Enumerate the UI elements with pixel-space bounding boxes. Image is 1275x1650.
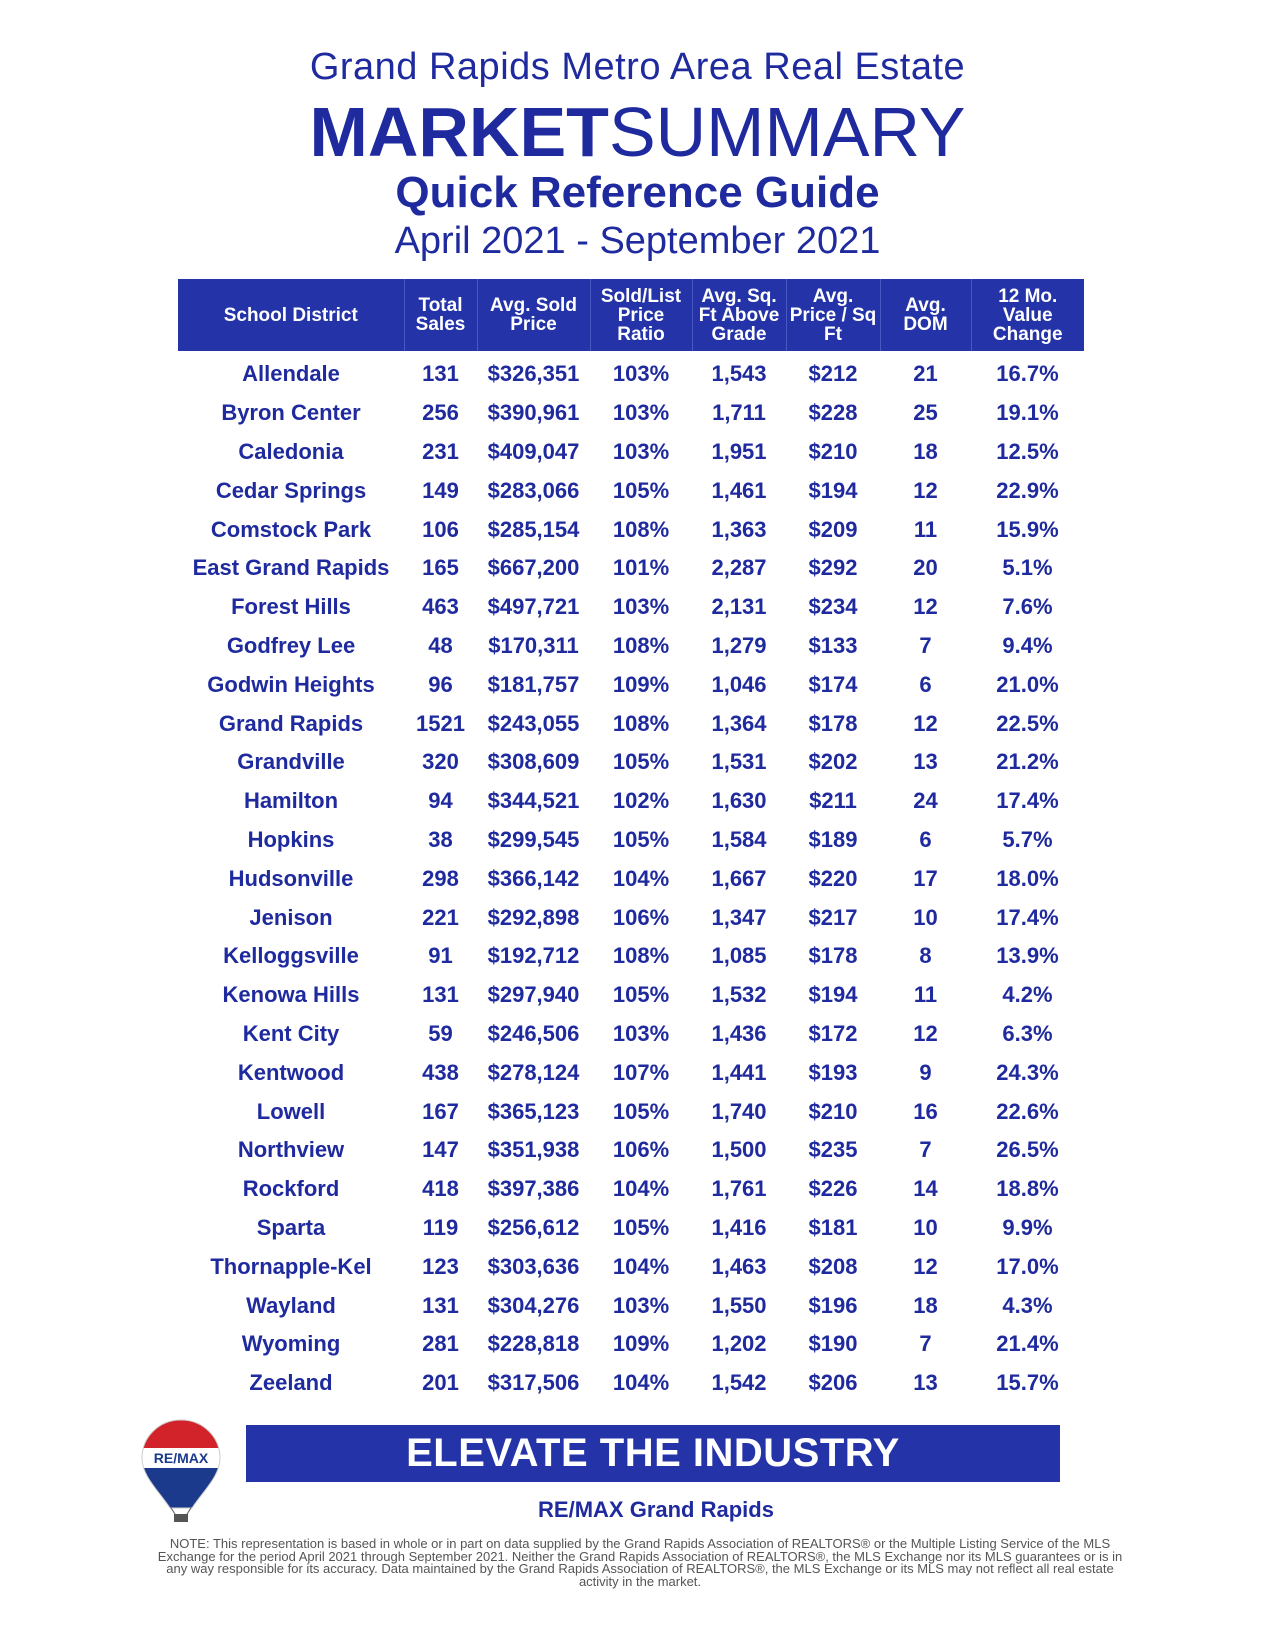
table-cell: 1,416 — [711, 1214, 767, 1240]
table-cell: $351,938 — [487, 1137, 580, 1163]
district-name-cell: Godfrey Lee — [226, 632, 356, 658]
table-row — [178, 394, 1084, 433]
table-cell: 1,584 — [711, 826, 767, 852]
table-cell: $292 — [808, 555, 858, 581]
table-row — [178, 433, 1084, 472]
table-row — [178, 1286, 1084, 1325]
district-name-cell: Sparta — [256, 1214, 326, 1240]
table-cell: $170,311 — [488, 632, 579, 658]
table-cell: 9 — [919, 1059, 932, 1085]
district-name-cell: Grand Rapids — [218, 710, 364, 736]
table-cell: $317,506 — [487, 1370, 580, 1396]
table-row — [178, 1170, 1084, 1209]
table-cell: $297,940 — [487, 982, 580, 1008]
table-cell: 1,463 — [711, 1253, 767, 1279]
table-cell: 17 — [913, 865, 938, 891]
table-cell: 123 — [422, 1253, 459, 1279]
table-cell: 17.0% — [996, 1253, 1059, 1279]
table-cell: $278,124 — [487, 1059, 580, 1085]
column-header: Avg. Price / Sq Ft — [786, 279, 880, 351]
table-cell: $390,961 — [487, 400, 580, 426]
table-cell: $190 — [808, 1331, 858, 1357]
district-name-cell: Zeeland — [249, 1370, 333, 1396]
table-cell: 131 — [422, 361, 459, 387]
district-name-cell: Byron Center — [221, 400, 361, 426]
title-market: MARKET — [309, 93, 609, 171]
table-cell: 22.9% — [996, 477, 1059, 503]
table-row — [178, 1209, 1084, 1248]
table-cell: 4.2% — [1002, 982, 1053, 1008]
table-cell: 9.9% — [1002, 1214, 1053, 1240]
table-cell: $228,818 — [487, 1331, 580, 1357]
table-cell: 15.7% — [996, 1370, 1059, 1396]
table-cell: 5.7% — [1002, 826, 1053, 852]
table-cell: 7 — [919, 632, 932, 658]
table-cell: 1,543 — [711, 361, 767, 387]
table-cell: 103% — [612, 1292, 670, 1318]
table-row — [178, 549, 1084, 588]
table-cell: 10 — [913, 1214, 938, 1240]
table-cell: 1,441 — [711, 1059, 767, 1085]
table-cell: 7 — [919, 1137, 932, 1163]
table-cell: 106% — [612, 1137, 670, 1163]
table-cell: 105% — [612, 1214, 670, 1240]
table-cell: 22.5% — [996, 710, 1059, 736]
district-name-cell: Kenowa Hills — [222, 982, 360, 1008]
table-cell: $228 — [808, 400, 858, 426]
table-cell: 256 — [422, 400, 459, 426]
title-summary: SUMMARY — [608, 93, 966, 171]
table-cell: 16.7% — [996, 361, 1059, 387]
district-name-cell: Hudsonville — [228, 865, 354, 891]
market-summary-table — [178, 279, 1084, 1403]
table-cell: $210 — [808, 438, 858, 464]
table-cell: 12 — [913, 477, 938, 503]
table-cell: 1,500 — [711, 1137, 767, 1163]
table-row — [178, 1053, 1084, 1092]
table-cell: 107% — [612, 1059, 670, 1085]
table-cell: 109% — [612, 671, 670, 697]
table-cell: $217 — [808, 904, 858, 930]
table-row — [178, 665, 1084, 704]
table-cell: 59 — [428, 1020, 453, 1046]
table-cell: 109% — [612, 1331, 670, 1357]
table-cell: 15.9% — [996, 516, 1059, 542]
table-cell: 1,279 — [711, 632, 767, 658]
table-cell: 108% — [612, 632, 670, 658]
table-cell: 131 — [422, 1292, 459, 1318]
table-cell: 103% — [612, 400, 670, 426]
table-cell: 1,363 — [711, 516, 767, 542]
district-name-cell: Lowell — [256, 1098, 326, 1124]
date-range: April 2021 - September 2021 — [394, 220, 881, 262]
table-cell: 13 — [913, 749, 938, 775]
table-cell: 103% — [612, 438, 670, 464]
table-cell: 12 — [913, 710, 938, 736]
table-cell: 6.3% — [1002, 1020, 1053, 1046]
table-cell: 25 — [913, 400, 938, 426]
table-row — [178, 937, 1084, 976]
column-header: Avg. Sq. Ft Above Grade — [692, 279, 786, 351]
table-cell: 418 — [422, 1176, 459, 1202]
table-cell: 298 — [422, 865, 459, 891]
guide-heading: Quick Reference Guide — [395, 168, 880, 217]
table-cell: 1,667 — [711, 865, 767, 891]
table-cell: 104% — [612, 865, 670, 891]
table-cell: $178 — [808, 943, 858, 969]
table-cell: $181,757 — [487, 671, 580, 697]
table-cell: 131 — [422, 982, 459, 1008]
table-row — [178, 976, 1084, 1015]
table-cell: 1,364 — [711, 710, 767, 736]
table-cell: $172 — [808, 1020, 858, 1046]
table-cell: $667,200 — [487, 555, 580, 581]
table-cell: 96 — [428, 671, 453, 697]
district-name-cell: Godwin Heights — [207, 671, 375, 697]
table-cell: 13.9% — [996, 943, 1059, 969]
table-cell: $397,386 — [487, 1176, 580, 1202]
table-row — [178, 859, 1084, 898]
table-cell: 18.0% — [996, 865, 1059, 891]
table-row — [178, 351, 1084, 394]
column-header: Avg. DOM — [880, 279, 971, 351]
district-name-cell: Allendale — [242, 361, 340, 387]
table-cell: 105% — [612, 477, 670, 503]
district-name-cell: Wayland — [246, 1292, 336, 1318]
table-cell: $299,545 — [487, 826, 580, 852]
table-cell: 12 — [913, 1253, 938, 1279]
table-cell: 38 — [428, 826, 453, 852]
table-row — [178, 627, 1084, 666]
district-name-cell: Cedar Springs — [215, 477, 367, 503]
table-cell: $235 — [808, 1137, 858, 1163]
table-cell: 14 — [913, 1176, 938, 1202]
table-cell: $192,712 — [487, 943, 580, 969]
table-cell: 2,131 — [711, 594, 767, 620]
table-cell: 438 — [422, 1059, 459, 1085]
table-cell: 4.3% — [1002, 1292, 1053, 1318]
table-cell: 10 — [913, 904, 938, 930]
table-cell: 1,461 — [711, 477, 767, 503]
table-cell: $365,123 — [487, 1098, 580, 1124]
table-cell: $234 — [808, 594, 858, 620]
table-row — [178, 782, 1084, 821]
district-name-cell: Jenison — [249, 904, 333, 930]
table-cell: 26.5% — [996, 1137, 1059, 1163]
table-cell: 149 — [422, 477, 459, 503]
table-cell: 1,630 — [711, 788, 767, 814]
table-cell: $497,721 — [487, 594, 580, 620]
table-header-row — [178, 279, 1084, 351]
table-cell: $194 — [808, 982, 858, 1008]
balloon-red-band — [140, 1418, 222, 1448]
table-cell: 12 — [913, 1020, 938, 1046]
table-cell: 21.2% — [996, 749, 1059, 775]
page-subtitle: Grand Rapids Metro Area Real Estate — [309, 46, 966, 88]
table-cell: 21.4% — [996, 1331, 1059, 1357]
table-row — [178, 471, 1084, 510]
table-row — [178, 898, 1084, 937]
table-cell: 105% — [612, 749, 670, 775]
table-row — [178, 821, 1084, 860]
table-cell: 18.8% — [996, 1176, 1059, 1202]
table-cell: $409,047 — [487, 438, 580, 464]
table-cell: 1,531 — [711, 749, 767, 775]
table-cell: $193 — [808, 1059, 858, 1085]
table-cell: 108% — [612, 516, 670, 542]
district-name-cell: Thornapple-Kel — [210, 1253, 372, 1279]
table-cell: $211 — [809, 788, 857, 814]
table-row — [178, 1325, 1084, 1364]
table-cell: 2,287 — [711, 555, 767, 581]
table-cell: $226 — [808, 1176, 858, 1202]
district-name-cell: Kent City — [242, 1020, 340, 1046]
column-header: 12 Mo. Value Change — [971, 279, 1084, 351]
table-cell: 12.5% — [996, 438, 1059, 464]
table-cell: 105% — [612, 982, 670, 1008]
table-cell: 94 — [428, 788, 453, 814]
table-cell: $189 — [808, 826, 858, 852]
table-cell: 463 — [422, 594, 459, 620]
table-cell: $206 — [808, 1370, 858, 1396]
table-cell: 104% — [612, 1253, 670, 1279]
table-cell: 1,046 — [711, 671, 767, 697]
table-cell: 103% — [612, 361, 670, 387]
table-cell: 12 — [913, 594, 938, 620]
table-cell: 1,542 — [711, 1370, 767, 1396]
table-cell: $256,612 — [487, 1214, 580, 1240]
table-body — [178, 351, 1084, 1403]
table-cell: 21 — [913, 361, 938, 387]
table-cell: 201 — [422, 1370, 459, 1396]
table-cell: $243,055 — [487, 710, 580, 736]
table-cell: $202 — [808, 749, 858, 775]
table-cell: $246,506 — [487, 1020, 580, 1046]
table-cell: 103% — [612, 594, 670, 620]
page-title — [0, 92, 1275, 172]
table-cell: $304,276 — [487, 1292, 580, 1318]
table-cell: $196 — [808, 1292, 858, 1318]
column-header: Total Sales — [404, 279, 477, 351]
district-name-cell: Northview — [237, 1137, 345, 1163]
table-cell: $344,521 — [487, 788, 580, 814]
table-cell: $208 — [808, 1253, 858, 1279]
table-cell: $285,154 — [487, 516, 580, 542]
table-cell: 16 — [913, 1098, 938, 1124]
table-cell: 1,532 — [711, 982, 767, 1008]
table-cell: 91 — [428, 943, 453, 969]
table-cell: 102% — [612, 788, 670, 814]
table-cell: $326,351 — [487, 361, 580, 387]
table-cell: 22.6% — [996, 1098, 1059, 1124]
district-name-cell: Wyoming — [241, 1331, 341, 1357]
table-cell: $133 — [808, 632, 858, 658]
table-cell: 20 — [913, 555, 938, 581]
table-cell: $212 — [808, 361, 858, 387]
table-cell: 7 — [919, 1331, 932, 1357]
table-cell: 11 — [913, 516, 938, 542]
table-cell: 231 — [422, 438, 459, 464]
table-row — [178, 1247, 1084, 1286]
brand-name: RE/MAX Grand Rapids — [538, 1497, 774, 1522]
table-cell: 105% — [612, 826, 670, 852]
table-cell: $292,898 — [487, 904, 580, 930]
table-cell: 106% — [612, 904, 670, 930]
district-name-cell: East Grand Rapids — [192, 555, 390, 581]
table-cell: 9.4% — [1002, 632, 1053, 658]
table-cell: $303,636 — [487, 1253, 580, 1279]
table-cell: $220 — [808, 865, 858, 891]
table-cell: 221 — [422, 904, 459, 930]
table-row — [178, 510, 1084, 549]
table-cell: 104% — [612, 1176, 670, 1202]
table-cell: 1,347 — [711, 904, 767, 930]
table-cell: 1521 — [416, 710, 465, 736]
table-cell: 19.1% — [996, 400, 1059, 426]
table-row — [178, 1015, 1084, 1054]
table-cell: $210 — [808, 1098, 858, 1124]
table-cell: 8 — [919, 943, 932, 969]
table-cell: $209 — [808, 516, 858, 542]
table-cell: 1,202 — [711, 1331, 767, 1357]
table-cell: 108% — [612, 710, 670, 736]
table-cell: 101% — [612, 555, 670, 581]
logo-text: RE/MAX — [153, 1450, 209, 1466]
table-cell: 165 — [422, 555, 459, 581]
district-name-cell: Grandville — [237, 749, 345, 775]
table-cell: 281 — [422, 1331, 459, 1357]
table-cell: 18 — [913, 1292, 938, 1318]
table-cell: 18 — [913, 438, 938, 464]
table-cell: $366,142 — [487, 865, 580, 891]
table-cell: $178 — [808, 710, 858, 736]
table-cell: 147 — [422, 1137, 459, 1163]
table-cell: 17.4% — [996, 788, 1059, 814]
table-cell: 6 — [919, 671, 932, 697]
district-name-cell: Kentwood — [237, 1059, 345, 1085]
column-header: Sold/List Price Ratio — [590, 279, 692, 351]
table-cell: 48 — [428, 632, 453, 658]
column-header: School District — [178, 279, 404, 351]
district-name-cell: Hamilton — [243, 788, 339, 814]
table-cell: 1,085 — [711, 943, 767, 969]
table-cell: 24 — [913, 788, 938, 814]
table-cell: 1,761 — [711, 1176, 767, 1202]
data-table — [178, 279, 1084, 1403]
column-header: Avg. Sold Price — [477, 279, 590, 351]
table-cell: 13 — [913, 1370, 938, 1396]
table-cell: 106 — [422, 516, 459, 542]
table-cell: 1,550 — [711, 1292, 767, 1318]
table-cell: 11 — [913, 982, 938, 1008]
table-row — [178, 588, 1084, 627]
table-cell: 5.1% — [1002, 555, 1053, 581]
table-cell: 17.4% — [996, 904, 1059, 930]
district-name-cell: Forest Hills — [231, 594, 351, 620]
table-cell: 1,740 — [711, 1098, 767, 1124]
table-cell: 320 — [422, 749, 459, 775]
table-cell: $194 — [808, 477, 858, 503]
table-row — [178, 743, 1084, 782]
table-cell: 1,436 — [711, 1020, 767, 1046]
district-name-cell: Rockford — [242, 1176, 340, 1202]
table-cell: 7.6% — [1002, 594, 1053, 620]
table-cell: $181 — [808, 1214, 858, 1240]
district-name-cell: Caledonia — [238, 438, 344, 464]
disclaimer-note: NOTE: This representation is based in whole or in part on data supplied by the Grand Rapids Association of REALTORS® or the Multiple Listing Service of the MLS Exchange for the period April 2021 through September 2021. Neither the Grand Rapids Association of REALTORS®, the MLS Exchange nor its MLS guarantees or is in any way responsible for its accuracy. Data maintained by the Grand Rapids Association of REALTORS®, the MLS Exchange or its MLS may not reflect all real estate activity in the market. — [157, 1536, 1123, 1589]
table-cell: 105% — [612, 1098, 670, 1124]
table-cell: 6 — [919, 826, 932, 852]
table-row — [178, 1364, 1084, 1403]
table-cell: 21.0% — [996, 671, 1059, 697]
table-cell: 24.3% — [996, 1059, 1059, 1085]
table-cell: $174 — [808, 671, 858, 697]
table-cell: 108% — [612, 943, 670, 969]
table-cell: 104% — [612, 1370, 670, 1396]
table-cell: $308,609 — [487, 749, 580, 775]
table-cell: 167 — [422, 1098, 459, 1124]
table-cell: $283,066 — [487, 477, 580, 503]
district-name-cell: Comstock Park — [210, 516, 372, 542]
table-cell: 103% — [612, 1020, 670, 1046]
table-row — [178, 704, 1084, 743]
table-cell: 1,951 — [711, 438, 767, 464]
table-cell: 1,711 — [712, 400, 766, 426]
district-name-cell: Hopkins — [247, 826, 335, 852]
table-row — [178, 1131, 1084, 1170]
district-name-cell: Kelloggsville — [223, 943, 359, 969]
table-row — [178, 1092, 1084, 1131]
elevate-banner: ELEVATE THE INDUSTRY — [246, 1425, 1060, 1482]
table-cell: 119 — [422, 1214, 459, 1240]
